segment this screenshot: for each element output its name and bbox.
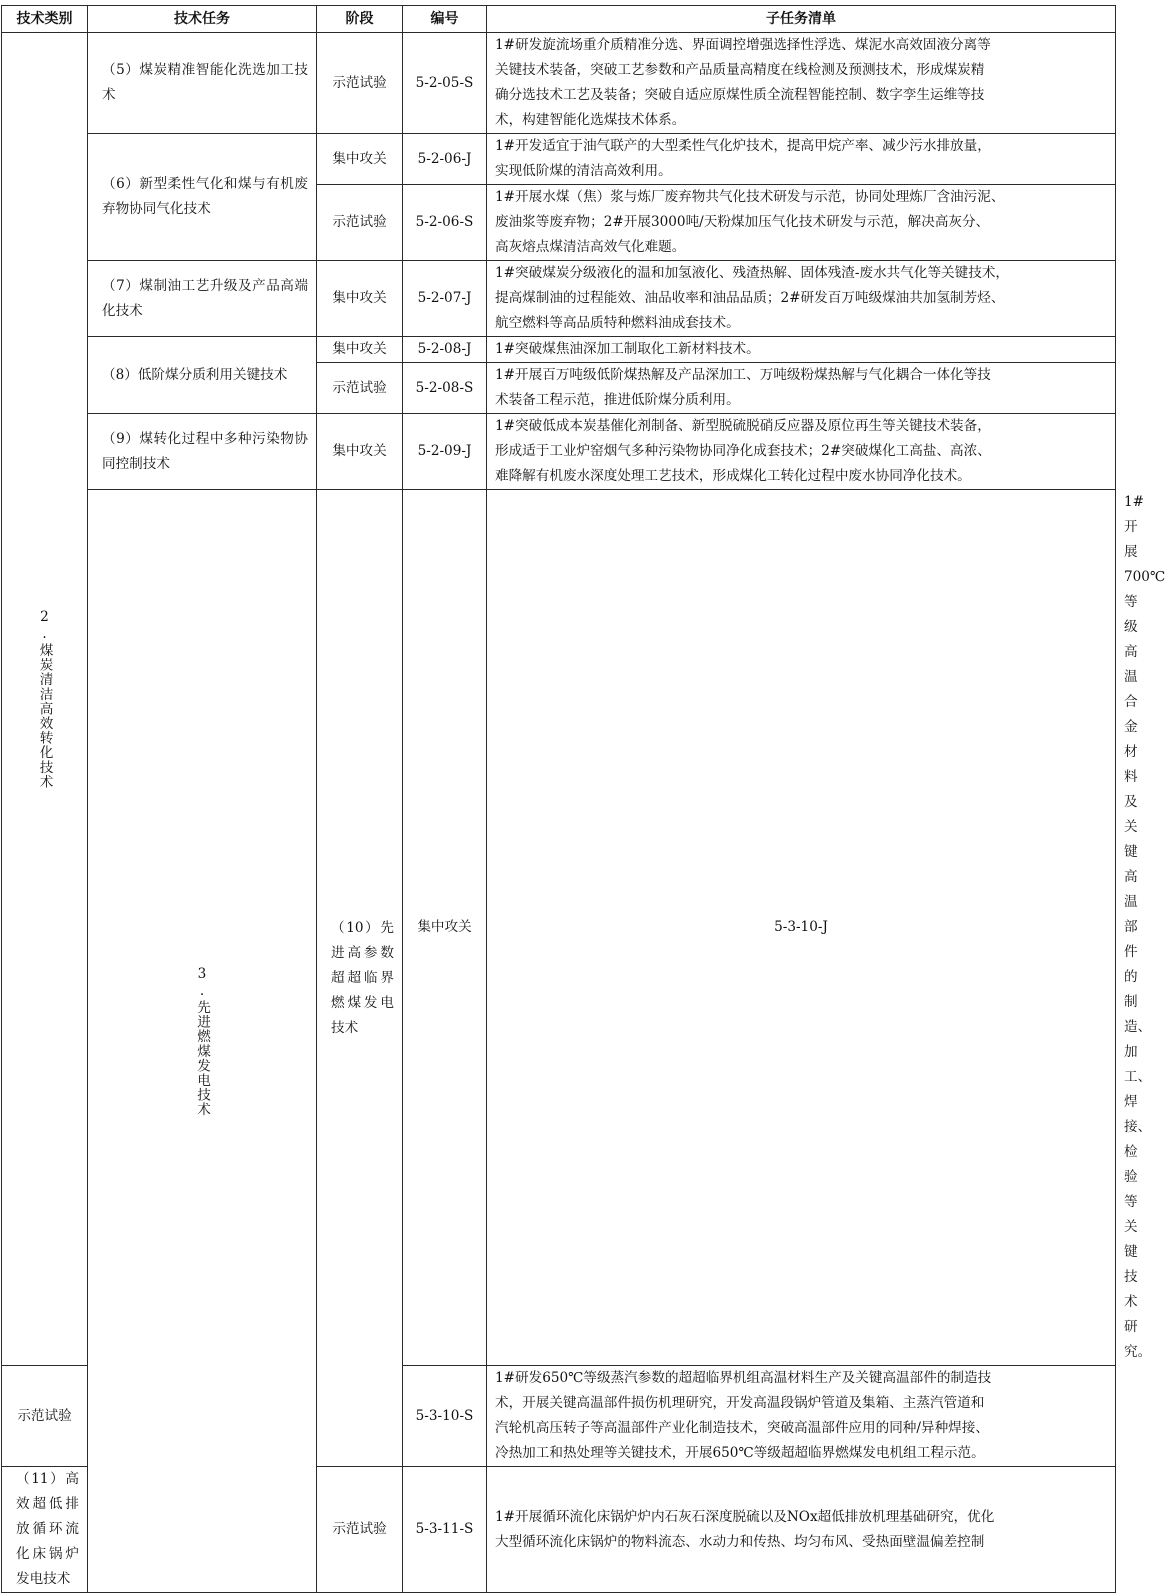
header-stage: 阶段 [317, 6, 403, 33]
header-code: 编号 [403, 6, 487, 33]
subtask-cell [487, 363, 1116, 414]
subtask-cell [487, 134, 1116, 185]
subtask-line: 1#突破低成本炭基催化剂制备、新型脱硫脱硝反应器及原位再生等关键技术装备， [495, 418, 991, 434]
subtask-line: 1#开展循环流化床锅炉炉内石灰石深度脱硫以及NOx超低排放机理基础研究，优化 [495, 1508, 995, 1525]
stage-cell: 示范试验 [2, 1366, 88, 1467]
stage-cell: 示范试验 [317, 363, 403, 414]
task-cell: （7）煤制油工艺升级及产品高端化技术 [88, 261, 317, 337]
code-cell: 5-2-08-J [403, 337, 487, 363]
subtask-line: 大型循环流化床锅炉的物料流态、水动力和传热、均匀布风、受热面壁温偏差控制 [495, 1533, 985, 1550]
subtask-line: 实现低阶煤的清洁高效利用。 [495, 163, 672, 179]
task-cell: （9）煤转化过程中多种污染物协同控制技术 [88, 414, 317, 490]
code-cell: 5-2-08-S [403, 363, 487, 414]
subtask-line: 1#研发650℃等级蒸汽参数的超超临界机组高温材料生产及关键高温部件的制造技 [495, 1370, 992, 1386]
subtask-line: 术，开展关键高温部件损伤机理研究，开发高温段锅炉管道及集箱、主蒸汽管道和 [495, 1395, 985, 1411]
category-label: 2.煤炭清洁高效转化技术 [36, 609, 53, 789]
table-row [2, 134, 1116, 185]
stage-cell: 集中攻关 [317, 337, 403, 363]
stage-cell: 示范试验 [317, 185, 403, 261]
subtask-line: 1#开发适宜于油气联产的大型柔性气化炉技术，提高甲烷产率、减少污水排放量， [495, 138, 991, 154]
stage-cell: 集中攻关 [317, 134, 403, 185]
subtask-line: 汽轮机高压转子等高温部件产业化制造技术，突破高温部件应用的同种/异种焊接、 [495, 1420, 989, 1436]
subtask-cell [487, 261, 1116, 337]
tech-task-table [1, 5, 1165, 1593]
task-cell: （10）先进高参数超超临界燃煤发电技术 [317, 490, 403, 1467]
table-row [2, 414, 1116, 490]
subtask-line: 形成适于工业炉窑烟气多种污染物协同净化成套技术；2#突破煤化工高盐、高浓、 [495, 443, 991, 459]
task-cell: （11）高效超低排放循环流化床锅炉发电技术 [2, 1467, 88, 1593]
task-cell: （5）煤炭精准智能化洗选加工技术 [88, 33, 317, 134]
header-subtasks: 子任务清单 [487, 6, 1116, 33]
code-cell: 5-3-10-J [487, 490, 1116, 1366]
code-cell: 5-2-09-J [403, 414, 487, 490]
subtask-cell [487, 414, 1116, 490]
table-row [2, 337, 1116, 363]
subtask-cell [487, 1467, 1116, 1593]
code-cell: 5-2-06-S [403, 185, 487, 261]
subtask-line: 术，构建智能化选煤技术体系。 [495, 112, 686, 128]
table-row [2, 261, 1116, 337]
subtask-cell [487, 337, 1116, 363]
stage-cell: 示范试验 [317, 1467, 403, 1593]
header-category: 技术类别 [2, 6, 88, 33]
subtask-line: 1#开展水煤（焦）浆与炼厂废弃物共气化技术研发与示范，协同处理炼厂含油污泥、 [495, 189, 1005, 205]
stage-cell: 集中攻关 [317, 414, 403, 490]
subtask-line: 废油浆等废弃物；2#开展3000吨/天粉煤加压气化技术研发与示范，解决高灰分、 [495, 214, 990, 230]
table-header-row [2, 6, 1116, 33]
subtask-line: 提高煤制油的过程能效、油品收率和油品品质；2#研发百万吨级煤油共加氢制芳烃、 [495, 290, 1005, 306]
code-cell: 5-3-11-S [403, 1467, 487, 1593]
code-cell: 5-2-05-S [403, 33, 487, 134]
code-cell: 5-2-07-J [403, 261, 487, 337]
stage-cell: 集中攻关 [403, 490, 487, 1366]
subtask-line: 难降解有机废水深度处理工艺技术，形成煤化工转化过程中废水协同净化技术。 [495, 468, 971, 484]
subtask-line: 1#研发旋流场重介质精准分选、界面调控增强选择性浮选、煤泥水高效固液分离等 [495, 37, 991, 53]
subtask-line: 确分选技术工艺及装备；突破自适应原煤性质全流程智能控制、数字孪生运维等技 [495, 87, 985, 103]
stage-cell: 集中攻关 [317, 261, 403, 337]
subtask-line: 高灰熔点煤清洁高效气化难题。 [495, 239, 686, 255]
subtask-cell [487, 1366, 1116, 1467]
category-label: 3.先进燃煤发电技术 [194, 965, 210, 1117]
subtask-line: 1#开展百万吨级低阶煤热解及产品深加工、万吨级粉煤热解与气化耦合一体化等技 [495, 367, 991, 383]
table-row [2, 33, 1116, 134]
code-cell: 5-3-10-S [403, 1366, 487, 1467]
category-cell-3 [88, 490, 317, 1593]
task-cell: （6）新型柔性气化和煤与有机废弃物协同气化技术 [88, 134, 317, 261]
header-task: 技术任务 [88, 6, 317, 33]
table-row: 3.先进燃煤发电技术 （10）先进高参数超超临界燃煤发电技术 集中攻关 5-3-10-J 1#开展700℃等级高温合金材料及关键高温部件的制造、加工、焊接、检验等关键 技术研究。 [2, 490, 1116, 1366]
task-cell: （8）低阶煤分质利用关键技术 [88, 337, 317, 414]
subtask-line: 1#突破煤焦油深加工制取化工新材料技术。 [495, 341, 760, 357]
subtask-line: 关键技术装备，突破工艺参数和产品质量高精度在线检测及预测技术，形成煤炭精 [495, 62, 985, 78]
subtask-line: 1#突破煤炭分级液化的温和加氢液化、残渣热解、固体残渣-废水共气化等关键技术， [495, 265, 1010, 281]
subtask-line: 术装备工程示范，推进低阶煤分质利用。 [495, 392, 740, 408]
subtask-cell [487, 185, 1116, 261]
category-cell-2 [2, 33, 88, 1366]
stage-cell: 示范试验 [317, 33, 403, 134]
code-cell: 5-2-06-J [403, 134, 487, 185]
subtask-line: 航空燃料等高品质特种燃料油成套技术。 [495, 315, 740, 331]
subtask-cell [487, 33, 1116, 134]
subtask-line: 冷热加工和热处理等关键技术，开展650℃等级超超临界燃煤发电机组工程示范。 [495, 1445, 985, 1461]
